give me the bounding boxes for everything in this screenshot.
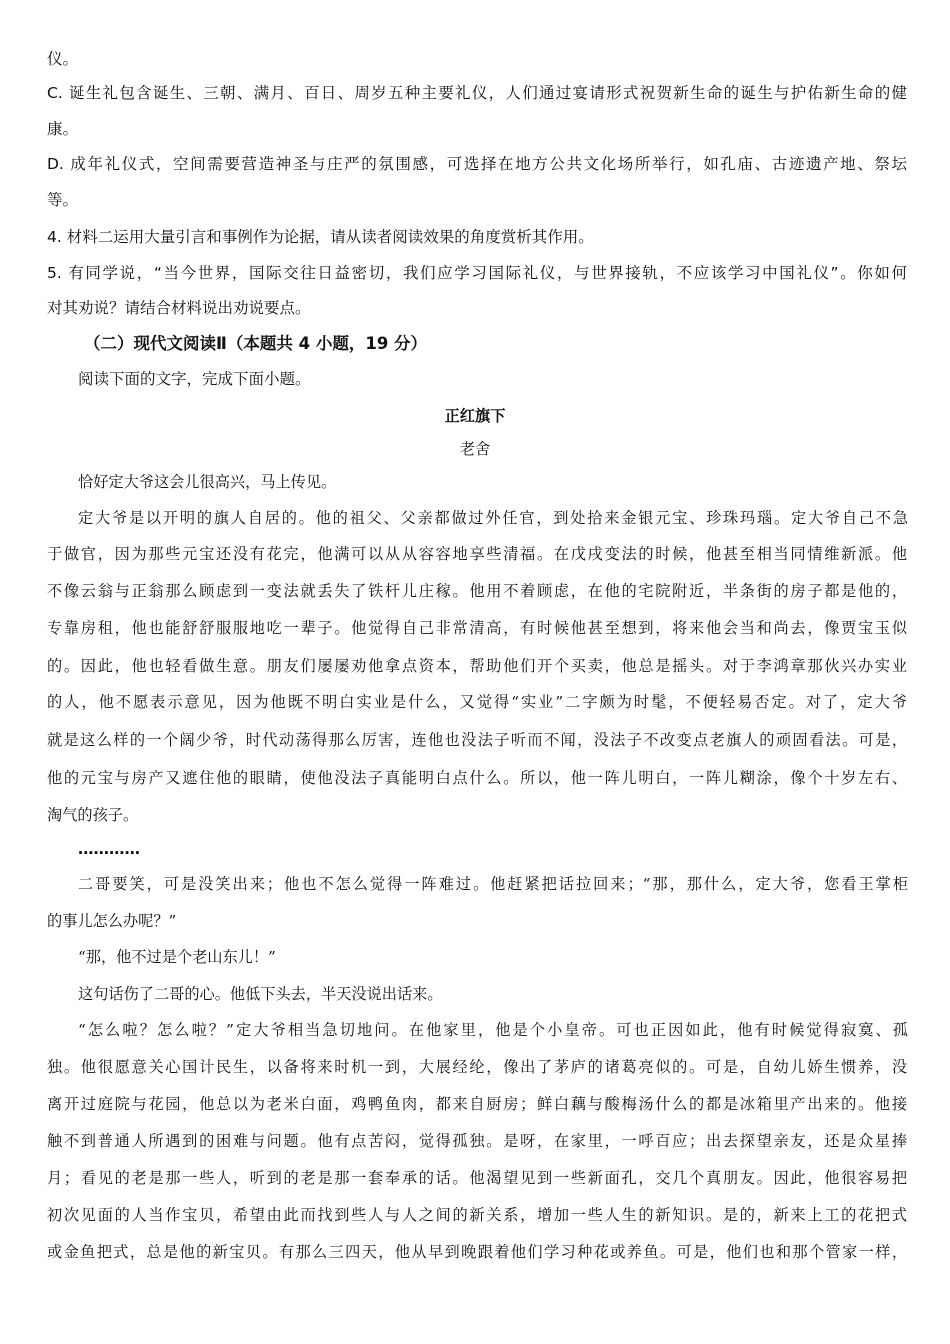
paragraph-2-line: 不像云翁与正翁那么顾虑到一变法就丢失了铁杆儿庄稼。他用不着顾虑，在他的宅院附近，半条街的房子都是他的，: [47, 582, 907, 600]
paragraph-1: 恰好定大爷这会儿很高兴，马上传见。: [78, 473, 337, 491]
paragraph-2-line: 专靠房租，他也能舒舒服服地吃一辈子。他觉得自己非常清高，有时候他甚至想到，将来他会当和尚去，像贾宝玉似: [47, 619, 907, 637]
q3-option-c-line1: C. 诞生礼包含诞生、三朝、满月、百日、周岁五种主要礼仪，人们通过宴请形式祝贺新生命的诞生与护佑新生命的健: [47, 84, 907, 102]
paragraph-5: 这句话伤了二哥的心。他低下头去，半天没说出话来。: [78, 985, 443, 1003]
q3-tail: 仪。: [47, 50, 79, 68]
article-title: 正红旗下: [444, 407, 506, 425]
paragraph-4: “那，他不过是个老山东儿！”: [78, 948, 276, 966]
paragraph-3-line: 的事儿怎么办呢？”: [47, 912, 177, 930]
paragraph-6-line: 或金鱼把式，总是他的新宝贝。有那么三四天，他从早到晚跟着他们学习种花或养鱼。可是，他们也和那个管家一样，: [47, 1243, 907, 1261]
q3-option-d-line2: 等。: [47, 191, 79, 209]
paragraph-6-line: 离开过庭院与花园，他总以为老米白面，鸡鸭鱼肉，都来自厨房；鲜白藕与酸梅汤什么的都是冰箱里产出来的。他接: [47, 1095, 907, 1113]
paragraph-3-line: 二哥要笑，可是没笑出来；他也不怎么觉得一阵难过。他赶紧把话拉回来；“那，那什么，定大爷，您看王掌柜: [78, 875, 908, 893]
paragraph-6-line: 月；看见的老是那一些人，听到的老是那一套奉承的话。他渴望见到一些新面孔，交几个真朋友。因此，他很容易把: [47, 1169, 907, 1187]
question-5-line2: 对其劝说？请结合材料说出劝说要点。: [47, 299, 311, 317]
question-5-line1: 5. 有同学说，“当今世界，国际交往日益密切，我们应学习国际礼仪，与世界接轨，不应该学习中国礼仪”。你如何: [47, 264, 907, 282]
paragraph-2-line: 就是这么样的一个阔少爷，时代动荡得那么厉害，连他也没法子听而不闻，没法子不改变点老旗人的顽固看法。可是，: [47, 731, 907, 749]
paragraph-6-line: 初次见面的人当作宝贝，希望由此而找到些人与人之间的新关系，增加一些人生的新知识。是的，新来上工的花把式: [47, 1206, 907, 1224]
reading-instruction: 阅读下面的文字，完成下面小题。: [78, 370, 311, 388]
paragraph-2-line: 的。因此，他也轻看做生意。朋友们屡屡劝他拿点资本，帮助他们开个买卖，他总是摇头。对于李鸿章那伙兴办实业: [47, 657, 907, 675]
paragraph-6-line: “怎么啦？怎么啦？”定大爷相当急切地问。在他家里，他是个小皇帝。可也正因如此，他有时候觉得寂寞、孤: [78, 1021, 908, 1039]
paragraph-6-line: 独。他很愿意关心国计民生，以备将来时机一到，大展经纶，像出了茅庐的诸葛亮似的。可是，自幼儿娇生惯养，没: [47, 1058, 907, 1076]
paragraph-2-line: 的人，他不愿表示意见，因为他既不明白实业是什么，又觉得“实业”二字颇为时髦，不便轻易否定。对了，定大爷: [47, 693, 907, 711]
paragraph-6-line: 触不到普通人所遇到的困难与问题。他有点苦闷，觉得孤独。是呀，在家里，一呼百应；出去探望亲友，还是众星捧: [47, 1132, 907, 1150]
paragraph-2-line: 于做官，因为那些元宝还没有花完，他满可以从从容容地享些清福。在戊戌变法的时候，他甚至相当同情维新派。他: [47, 545, 907, 563]
ellipsis: …………: [78, 840, 140, 858]
q3-option-c-line2: 康。: [47, 120, 79, 138]
section-heading: （二）现代文阅读Ⅱ（本题共 4 小题，19 分）: [84, 334, 428, 353]
paragraph-2-line: 定大爷是以开明的旗人自居的。他的祖父、父亲都做过外任官，到处拾来金银元宝、珍珠玛瑙。定大爷自己不急: [78, 509, 908, 527]
question-4: 4. 材料二运用大量引言和事例作为论据，请从读者阅读效果的角度赏析其作用。: [47, 228, 594, 246]
paragraph-2-line: 他的元宝与房产又遮住他的眼睛，使他没法子真能明白点什么。所以，他一阵儿明白，一阵儿糊涂，像个十岁左右、: [47, 769, 907, 787]
paragraph-2-line: 淘气的孩子。: [47, 806, 139, 824]
q3-option-d-line1: D. 成年礼仪式，空间需要营造神圣与庄严的氛围感，可选择在地方公共文化场所举行，如孔庙、古迹遗产地、祭坛: [47, 155, 907, 173]
article-author: 老舍: [459, 440, 491, 458]
